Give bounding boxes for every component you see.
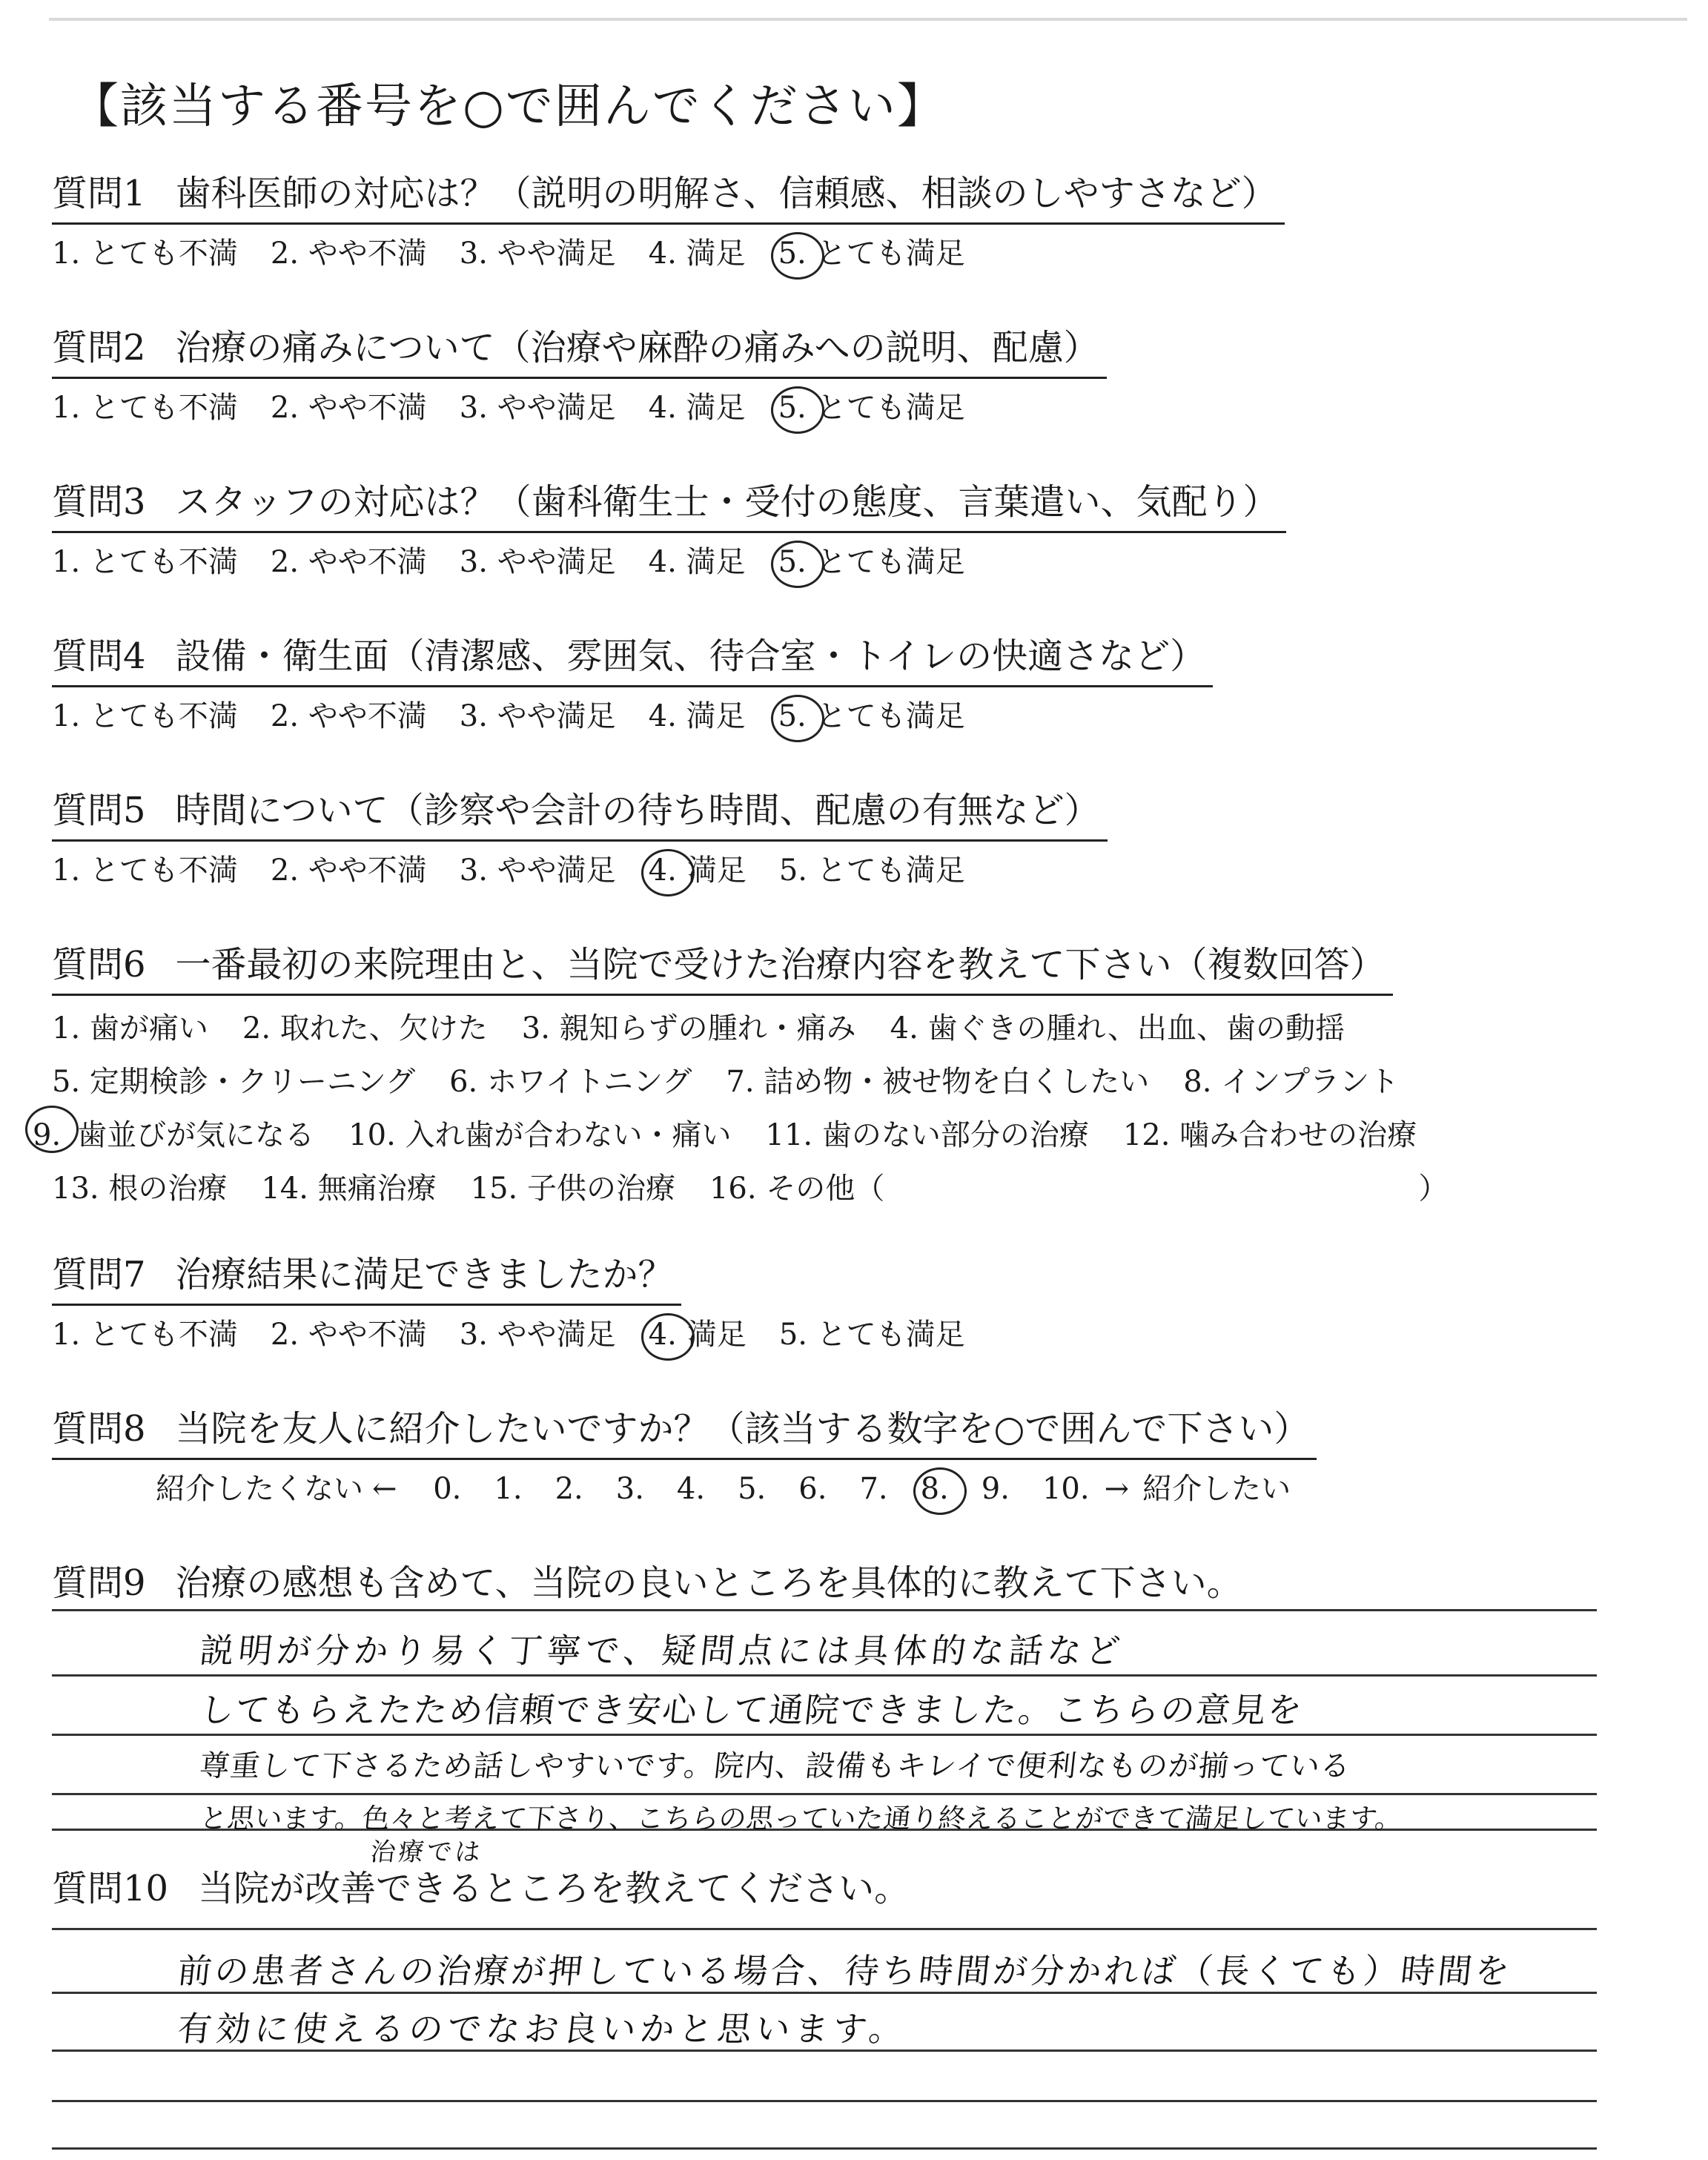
q4-option-4[interactable]: 4. 満足 — [648, 699, 746, 733]
question-5-options — [52, 852, 1108, 889]
q1-option-5-circled[interactable]: 5. — [778, 237, 807, 271]
q10-rule-1 — [52, 1928, 1597, 1930]
question-7 — [52, 1250, 998, 1353]
q10-answer-area[interactable] — [52, 1928, 1597, 2150]
q8-scale-6[interactable]: 6. — [798, 1472, 827, 1506]
question-5 — [52, 786, 1108, 889]
question-1-title: 質問1 歯科医師の対応は？（説明の明解さ、信頼感、相談のしやすさなど） — [52, 169, 1285, 225]
q3-option-5-label: とても満足 — [816, 545, 965, 579]
q5-option-1[interactable]: 1. とても不満 — [52, 853, 238, 888]
q5-option-4-label: 満足 — [686, 853, 747, 888]
q7-option-4-circled[interactable]: 4. — [648, 1318, 677, 1352]
q9-rule-2 — [52, 1674, 1597, 1677]
q8-scale-9[interactable]: 9. — [981, 1472, 1010, 1506]
question-3-title: 質問3 スタッフの対応は？（歯科衛生士・受付の態度、言葉遣い、気配り） — [52, 478, 1286, 533]
q2-option-2[interactable]: 2. やや不満 — [270, 391, 427, 425]
q5-option-3[interactable]: 3. やや満足 — [459, 853, 616, 888]
q9-rule-1 — [52, 1609, 1597, 1611]
q10-answer-line-2: 有効に使えるのでなお良いかと思います。 — [175, 2009, 910, 2049]
q6-option-2[interactable]: 2. 取れた、欠けた — [242, 1011, 488, 1046]
question-10-title: 質問10 当院が改善できるところを教えてください。 — [52, 1868, 910, 1909]
page-header: 【該当する番号を○で囲んでください】 — [71, 79, 946, 134]
q4-option-3[interactable]: 3. やや満足 — [459, 699, 616, 733]
q6-option-1[interactable]: 1. 歯が痛い — [52, 1011, 208, 1046]
question-4-options — [52, 698, 1213, 735]
q6-option-15[interactable]: 15. 子供の治療 — [470, 1172, 675, 1206]
question-10 — [52, 1864, 917, 1918]
q6-option-7[interactable]: 7. 詰め物・被せ物を白くしたい — [726, 1065, 1150, 1099]
q6-option-13[interactable]: 13. 根の治療 — [52, 1172, 228, 1206]
q9-answer-insert: 治療では — [368, 1837, 485, 1867]
q1-option-5-label: とても満足 — [816, 237, 965, 271]
q4-option-2[interactable]: 2. やや不満 — [270, 699, 427, 733]
q6-option-10[interactable]: 10. 入れ歯が合わない・痛い — [348, 1118, 732, 1152]
question-5-title: 質問5 時間について（診察や会計の待ち時間、配慮の有無など） — [52, 786, 1108, 842]
q2-option-5-circled[interactable]: 5. — [778, 391, 807, 425]
q3-option-2[interactable]: 2. やや不満 — [270, 545, 427, 579]
q7-option-2[interactable]: 2. やや不満 — [270, 1318, 427, 1352]
q4-option-1[interactable]: 1. とても不満 — [52, 699, 238, 733]
q7-option-5[interactable]: 5. とても満足 — [778, 1318, 965, 1352]
q6-options-row-2 — [52, 1055, 1451, 1109]
question-7-options — [52, 1316, 998, 1353]
q2-option-4[interactable]: 4. 満足 — [648, 391, 746, 425]
q10-rule-5 — [52, 2147, 1597, 2150]
q5-option-2[interactable]: 2. やや不満 — [270, 853, 427, 888]
q6-option-4[interactable]: 4. 歯ぐきの腫れ、出血、歯の動揺 — [890, 1011, 1345, 1046]
q2-option-5-label: とても満足 — [816, 391, 965, 425]
question-8 — [52, 1404, 1317, 1507]
q6-option-14[interactable]: 14. 無痛治療 — [261, 1172, 437, 1206]
q6-option-12[interactable]: 12. 噛み合わせの治療 — [1122, 1118, 1417, 1152]
q6-option-6[interactable]: 6. ホワイトニング — [449, 1065, 692, 1099]
question-3-options — [52, 544, 1286, 581]
left-arrow-icon: ← — [372, 1472, 397, 1506]
q3-option-4[interactable]: 4. 満足 — [648, 545, 746, 579]
q10-answer-line-1: 前の患者さんの治療が押している場合、待ち時間が分かれば（長くても）時間を — [175, 1951, 1515, 1991]
q5-option-4-circled[interactable]: 4. — [648, 853, 677, 888]
q1-option-3[interactable]: 3. やや満足 — [459, 237, 616, 271]
q9-answer-line-4: と思います。色々と考えて下さり、こちらの思っていた通り終えることができて満足しています。 — [198, 1803, 1404, 1834]
q8-scale-0[interactable]: 0. — [433, 1472, 462, 1506]
q9-answer-area[interactable] — [52, 1609, 1597, 1867]
top-border-line — [49, 18, 1687, 21]
question-9-title: 質問9 治療の感想も含めて、当院の良いところを具体的に教えて下さい。 — [52, 1562, 1242, 1604]
q8-scale-5[interactable]: 5. — [738, 1472, 767, 1506]
q6-option-9-circled[interactable]: 9. — [33, 1109, 61, 1162]
q7-option-1[interactable]: 1. とても不満 — [52, 1318, 238, 1352]
question-6 — [33, 940, 1451, 1215]
q1-option-1[interactable]: 1. とても不満 — [52, 237, 238, 271]
question-6-title: 質問6 一番最初の来院理由と、当院で受けた治療内容を教えて下さい（複数回答） — [52, 940, 1393, 996]
q2-option-3[interactable]: 3. やや満足 — [459, 391, 616, 425]
q8-right-label: 紹介したい — [1142, 1472, 1291, 1506]
q8-scale-7[interactable]: 7. — [859, 1472, 888, 1506]
q9-rule-3 — [52, 1734, 1597, 1736]
question-8-title: 質問8 当院を友人に紹介したいですか？（該当する数字を○で囲んで下さい） — [52, 1404, 1317, 1460]
q6-option-9-label: 歯並びが気になる — [77, 1118, 315, 1152]
q4-option-5-label: とても満足 — [816, 699, 965, 733]
q6-option-3[interactable]: 3. 親知らずの腫れ・痛み — [521, 1011, 856, 1046]
question-2-title: 質問2 治療の痛みについて（治療や麻酔の痛みへの説明、配慮） — [52, 323, 1107, 379]
q8-scale-2[interactable]: 2. — [555, 1472, 583, 1506]
q9-answer-line-3: 尊重して下さるため話しやすいです。院内、設備もキレイで便利なものが揃っている — [198, 1749, 1353, 1783]
q6-options-row-3 — [33, 1109, 1451, 1162]
question-2 — [52, 323, 1107, 426]
q9-answer-line-1: 説明が分かり易く丁寧で、疑問点には具体的な話など — [197, 1631, 1127, 1671]
q1-option-4[interactable]: 4. 満足 — [648, 237, 746, 271]
question-4 — [52, 632, 1213, 735]
q6-option-5[interactable]: 5. 定期検診・クリーニング — [52, 1065, 416, 1099]
q8-scale-4[interactable]: 4. — [676, 1472, 706, 1506]
q10-rule-4 — [52, 2100, 1597, 2102]
question-7-title: 質問7 治療結果に満足できましたか？ — [52, 1250, 681, 1306]
q6-other-close-paren: ） — [1418, 1172, 1449, 1206]
q3-option-3[interactable]: 3. やや満足 — [459, 545, 616, 579]
question-1-options — [52, 235, 1285, 272]
q6-option-16[interactable]: 16. その他（ — [709, 1172, 885, 1206]
q8-scale-10[interactable]: 10. — [1042, 1472, 1090, 1506]
q1-option-2[interactable]: 2. やや不満 — [270, 237, 427, 271]
question-2-options — [52, 389, 1107, 426]
q6-options-row-4 — [52, 1162, 1451, 1215]
q9-rule-4 — [52, 1793, 1597, 1795]
q6-options-row-1 — [52, 1002, 1451, 1055]
question-4-title: 質問4 設備・衛生面（清潔感、雰囲気、待合室・トイレの快適さなど） — [52, 632, 1213, 687]
right-arrow-icon: → — [1104, 1472, 1130, 1506]
q8-scale-3[interactable]: 3. — [615, 1472, 644, 1506]
q8-scale-1[interactable]: 1. — [494, 1472, 523, 1506]
question-1 — [52, 169, 1285, 272]
q2-option-1[interactable]: 1. とても不満 — [52, 391, 238, 425]
question-3 — [52, 478, 1286, 581]
q4-option-5-circled[interactable]: 5. — [778, 699, 807, 733]
question-6-options — [33, 1002, 1451, 1215]
q6-option-8[interactable]: 8. インプラント — [1183, 1065, 1400, 1099]
q5-option-5[interactable]: 5. とても満足 — [778, 853, 965, 888]
q3-option-1[interactable]: 1. とても不満 — [52, 545, 238, 579]
question-8-scale — [156, 1470, 1317, 1507]
q6-option-11[interactable]: 11. 歯のない部分の治療 — [765, 1118, 1089, 1152]
q9-answer-line-2: してもらえたため信頼でき安心して通院できました。こちらの意見を — [197, 1690, 1305, 1730]
q3-option-5-circled[interactable]: 5. — [778, 545, 807, 579]
q7-option-3[interactable]: 3. やや満足 — [459, 1318, 616, 1352]
q7-option-4-label: 満足 — [686, 1318, 747, 1352]
q8-left-label: 紹介したくない — [156, 1472, 363, 1506]
question-9 — [52, 1559, 1250, 1612]
q8-scale-8-circled[interactable]: 8. — [920, 1472, 949, 1506]
